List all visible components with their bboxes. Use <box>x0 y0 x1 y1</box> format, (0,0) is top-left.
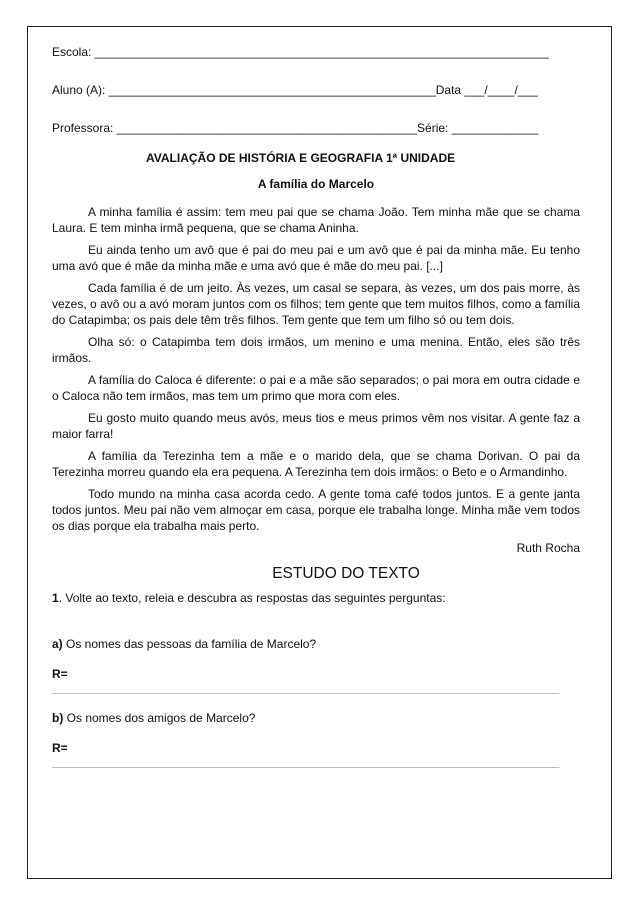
story-paragraph: A família do Caloca é diferente: o pai e a mãe são separados; o pai mora em outra cidade e o Caloca não tem irmãos, mas tem um primo que mora com eles. <box>52 373 580 403</box>
question-a-prompt <box>52 636 580 652</box>
story-paragraph: Cada família é de um jeito. Às vezes, um casal se separa, às vezes, um dos pais morre, às vezes, o avô ou a avó moram juntos com os filhos; tem gente que tem muitos filhos, como a família do Catapimba; os pais dele têm três filhos. Tem gente que tem um filho só ou tem dois. <box>52 281 580 327</box>
story-paragraph: Eu gosto muito quando meus avós, meus tios e meus primos vêm nos visitar. A gente faz a maior farra! <box>52 411 580 441</box>
question-text: . Volte ao texto, releia e descubra as respostas das seguintes perguntas: <box>58 591 446 605</box>
study-title: ESTUDO DO TEXTO <box>272 565 420 582</box>
question-b-text: Os nomes dos amigos de Marcelo? <box>63 711 256 725</box>
story-paragraph: A família da Terezinha tem a mãe e o marido dela, que se chama Dorivan. O pai da Terezinha morreu quando ela era pequena. A Terezinha tem dois irmãos: o Beto e o Armandinho. <box>52 449 580 479</box>
evaluation-title: AVALIAÇÃO DE HISTÓRIA E GEOGRAFIA 1ª UNIDADE <box>146 151 456 165</box>
question-a-text: Os nomes das pessoas da família de Marcelo? <box>62 637 317 651</box>
answer-b-line[interactable]: ____________________________________________________________________________ <box>52 756 560 768</box>
teacher-grade-field[interactable]: Professora: _____________________________________________Série: _____________ <box>52 121 539 135</box>
question-number: 1 <box>52 591 59 605</box>
question-item-a <box>52 636 580 694</box>
question-1 <box>52 590 580 606</box>
story-text <box>52 204 580 534</box>
story-author: Ruth Rocha <box>516 541 580 555</box>
school-field[interactable]: Escola: ____________________________________________________________________ <box>52 45 549 59</box>
question-b-letter: b) <box>52 711 64 725</box>
answer-b-label: R= <box>52 741 68 755</box>
story-paragraph: Olha só: o Catapimba tem dois irmãos, um menino e uma menina. Então, eles são três irmãos. <box>52 335 580 365</box>
student-date-field[interactable]: Aluno (A): _________________________________________________Data ___/____/___ <box>52 83 538 97</box>
story-paragraph: Eu ainda tenho um avô que é pai do meu pai e um avô que é pai da minha mãe. Eu tenho uma avó que é mãe da minha mãe e uma avó que é mãe do meu pai. [...] <box>52 243 580 273</box>
story-paragraph: A minha família é assim: tem meu pai que se chama João. Tem minha mãe que se chama Laura. E tem minha irmã pequena, que se chama Aninha. <box>52 205 580 235</box>
answer-a-label: R= <box>52 667 68 681</box>
story-paragraph: Todo mundo na minha casa acorda cedo. A gente toma café todos juntos. E a gente janta todos juntos. Meu pai não vem almoçar em casa, porque ele trabalha longe. Minha mãe vem todos os dias porque ela trabalha mais perto. <box>52 487 580 533</box>
story-title: A família do Marcelo <box>257 177 375 191</box>
question-item-b <box>52 710 580 768</box>
document-content <box>52 44 580 784</box>
question-a-letter: a) <box>52 637 63 651</box>
answer-a-line[interactable]: ____________________________________________________________________________ <box>52 682 560 694</box>
question-b-prompt <box>52 710 580 726</box>
